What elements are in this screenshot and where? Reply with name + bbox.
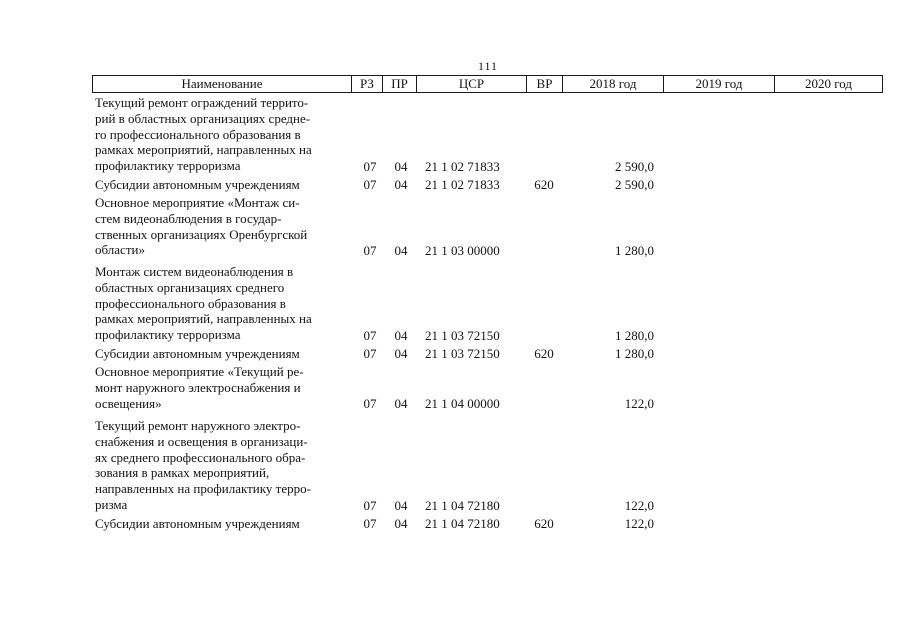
row-2018: 2 590,0 <box>615 177 654 193</box>
row-vr: 620 <box>534 516 554 532</box>
row-2018: 1 280,0 <box>615 328 654 344</box>
row-2018: 122,0 <box>624 396 654 412</box>
row-name: Основное мероприятие «Текущий ре- монт наружного электроснабжения и освещения» <box>95 364 304 411</box>
row-rz: 07 <box>363 177 377 193</box>
row-rz: 07 <box>363 243 377 259</box>
row-2018: 1 280,0 <box>615 243 654 259</box>
header-csr: ЦСР <box>458 76 485 91</box>
row-csr: 21 1 04 72180 <box>425 498 500 514</box>
row-name: Субсидии автономным учреждениям <box>95 346 300 361</box>
row-csr: 21 1 02 71833 <box>425 177 500 193</box>
row-csr: 21 1 04 00000 <box>425 396 500 412</box>
table-row <box>0 177 905 193</box>
row-rz: 07 <box>363 498 377 514</box>
row-pr: 04 <box>394 396 408 412</box>
row-2018: 122,0 <box>624 498 654 514</box>
row-name: Текущий ремонт наружного электро- снабжения и освещения в организаци- ях среднего профессионального обра- зования в рамках мероприятий, направленных на профилактику терро- ризма <box>95 418 311 512</box>
table-row <box>0 195 905 259</box>
row-csr: 21 1 02 71833 <box>425 159 500 175</box>
table-row <box>0 95 905 175</box>
row-name: Основное мероприятие «Монтаж си- стем видеонаблюдения в государ- ственных организациях Оренбургской области» <box>95 195 308 258</box>
page-number: 111 <box>477 59 499 73</box>
row-name: Текущий ремонт ограждений террито- рий в областных организациях средне- го профессионального образования в рамках мероприятий, направленных на профилактику терроризма <box>95 95 312 174</box>
row-rz: 07 <box>363 159 377 175</box>
row-csr: 21 1 03 72150 <box>425 346 500 362</box>
table-row <box>0 516 905 532</box>
row-name: Монтаж систем видеонаблюдения в областных организациях среднего профессионального образования в рамках мероприятий, направленных на профилактику терроризма <box>95 264 312 343</box>
row-name: Субсидии автономным учреждениям <box>95 516 300 531</box>
row-2018: 122,0 <box>624 516 654 532</box>
row-rz: 07 <box>363 516 377 532</box>
header-name: Наименование <box>181 76 263 91</box>
row-pr: 04 <box>394 177 408 193</box>
row-pr: 04 <box>394 159 408 175</box>
header-pr: ПР <box>391 76 408 91</box>
row-vr: 620 <box>534 346 554 362</box>
row-pr: 04 <box>394 516 408 532</box>
header-2018: 2018 год <box>589 76 637 91</box>
row-2018: 1 280,0 <box>615 346 654 362</box>
row-csr: 21 1 03 72150 <box>425 328 500 344</box>
row-pr: 04 <box>394 346 408 362</box>
header-vr: ВР <box>536 76 553 91</box>
table-row <box>0 364 905 412</box>
table-row <box>0 264 905 344</box>
row-csr: 21 1 03 00000 <box>425 243 500 259</box>
row-name: Субсидии автономным учреждениям <box>95 177 300 192</box>
table-row <box>0 418 905 514</box>
row-csr: 21 1 04 72180 <box>425 516 500 532</box>
table-header <box>92 75 883 93</box>
row-vr: 620 <box>534 177 554 193</box>
row-rz: 07 <box>363 328 377 344</box>
row-pr: 04 <box>394 328 408 344</box>
header-rz: РЗ <box>360 76 374 91</box>
row-2018: 2 590,0 <box>615 159 654 175</box>
header-2020: 2020 год <box>805 76 852 91</box>
row-pr: 04 <box>394 498 408 514</box>
table-row <box>0 346 905 362</box>
header-2019: 2019 год <box>695 76 743 91</box>
row-pr: 04 <box>394 243 408 259</box>
row-rz: 07 <box>363 346 377 362</box>
row-rz: 07 <box>363 396 377 412</box>
